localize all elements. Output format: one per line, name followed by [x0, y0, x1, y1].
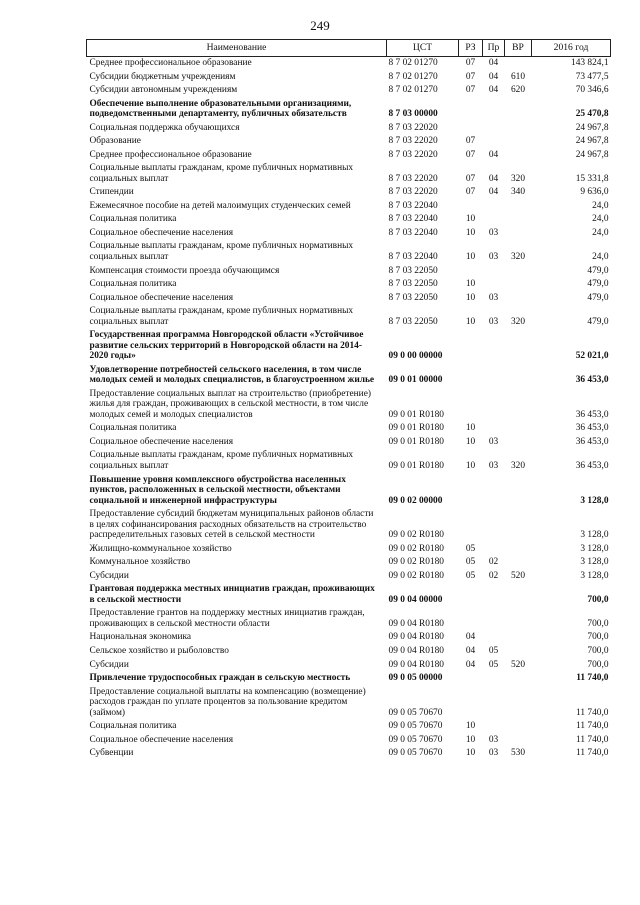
row-vr	[505, 686, 532, 721]
row-cst: 8 7 03 22050	[388, 316, 438, 327]
row-rz	[459, 265, 483, 279]
table-row	[87, 57, 611, 71]
table-row	[87, 583, 611, 607]
table-row	[87, 422, 611, 436]
row-name: Социальные выплаты гражданам, кроме публичных нормативных социальных выплат	[89, 163, 354, 184]
row-amount: 479,0	[587, 316, 609, 327]
row-pr	[483, 200, 505, 214]
row-vr: 620	[510, 85, 526, 96]
row-vr: 340	[510, 187, 526, 198]
row-cst: 8 7 03 22040	[388, 214, 438, 225]
row-rz	[459, 672, 483, 686]
row-cst: 8 7 03 22020	[388, 122, 438, 133]
row-amount: 36 453,0	[575, 461, 609, 471]
row-rz: 05	[465, 557, 476, 568]
row-name: Социальная политика	[89, 214, 177, 225]
row-rz: 10	[465, 316, 476, 327]
table-header	[87, 40, 611, 57]
row-cst: 09 0 01 R0180	[388, 423, 444, 434]
row-cst: 09 0 05 70670	[388, 707, 443, 718]
row-amount: 52 021,0	[575, 351, 609, 362]
row-pr	[483, 98, 505, 122]
row-name: Среднее профессиональное образование	[89, 149, 252, 160]
table-row	[87, 607, 611, 631]
row-pr	[483, 122, 505, 136]
row-rz	[459, 98, 483, 122]
row-rz	[459, 583, 483, 607]
row-vr: 320	[510, 316, 526, 327]
row-vr	[505, 720, 532, 734]
row-pr	[483, 508, 505, 543]
row-cst: 09 0 02 R0180	[388, 530, 444, 541]
table-row	[87, 135, 611, 149]
row-cst: 09 0 01 00000	[388, 375, 443, 386]
row-rz: 10	[465, 436, 476, 447]
row-vr	[505, 607, 532, 631]
row-amount: 11 740,0	[576, 673, 609, 684]
row-pr	[483, 265, 505, 279]
row-cst: 8 7 03 00000	[388, 109, 438, 120]
row-name: Ежемесячное пособие на детей малоимущих студенческих семей	[89, 200, 351, 211]
row-rz: 10	[465, 748, 476, 759]
row-amount: 9 636,0	[580, 187, 609, 198]
row-vr	[505, 508, 532, 543]
table-row	[87, 747, 611, 761]
table-row	[87, 570, 611, 584]
row-pr	[483, 583, 505, 607]
table-row	[87, 84, 611, 98]
table-row	[87, 631, 611, 645]
table-row	[87, 329, 611, 364]
row-pr: 03	[488, 734, 499, 745]
row-vr	[505, 149, 532, 163]
table-row	[87, 364, 611, 388]
row-vr	[505, 583, 532, 607]
row-vr	[505, 278, 532, 292]
table-row	[87, 659, 611, 673]
row-name: Среднее профессиональное образование	[89, 58, 252, 68]
header-vr: ВР	[505, 40, 532, 57]
row-rz: 07	[465, 71, 476, 82]
table-row	[87, 436, 611, 450]
table-row	[87, 265, 611, 279]
row-pr	[483, 422, 505, 436]
row-name: Социальная политика	[89, 279, 177, 290]
row-name: Привлечение трудоспособных граждан в сельскую местность	[89, 673, 351, 684]
row-vr: 320	[510, 173, 526, 184]
row-rz	[459, 122, 483, 136]
row-amount: 70 346,6	[575, 85, 609, 96]
row-rz	[459, 388, 483, 423]
table-row	[87, 734, 611, 748]
row-name: Удовлетворение потребностей сельского населения, в том числе молодых семей и молодых специалистов, в благоустроенном жилье	[89, 364, 375, 386]
row-amount: 11 740,0	[576, 721, 609, 732]
row-amount: 700,0	[587, 659, 609, 670]
row-name: Субсидии автономным учреждениям	[89, 85, 238, 96]
row-vr	[505, 436, 532, 450]
row-cst: 09 0 05 70670	[388, 748, 443, 759]
table-row	[87, 200, 611, 214]
table-row	[87, 122, 611, 136]
row-rz: 10	[465, 251, 476, 262]
row-amount: 36 453,0	[575, 436, 609, 447]
header-cst: ЦСТ	[387, 40, 459, 57]
row-cst: 8 7 03 22020	[388, 149, 438, 160]
row-pr: 03	[488, 227, 499, 238]
row-name: Грантовая поддержка местных инициатив граждан, проживающих в сельской местности	[89, 584, 375, 605]
row-vr	[505, 57, 532, 71]
row-pr	[483, 543, 505, 557]
row-name: Субсидии бюджетным учреждениям	[89, 71, 236, 82]
row-name: Государственная программа Новгородской области «Устойчивое развитие сельских территорий в Новгородской области на 2014-2020 годы»	[89, 330, 364, 362]
row-vr	[505, 556, 532, 570]
table-row	[87, 305, 611, 329]
row-pr: 03	[488, 292, 499, 303]
table-row	[87, 449, 611, 473]
row-vr	[505, 200, 532, 214]
row-amount: 24 967,8	[575, 149, 609, 160]
row-rz: 07	[465, 85, 476, 96]
row-name: Повышение уровня комплексного обустройства населенных пунктов, расположенных в сельской местности, объектами социальной и инженерной инфраструктуры	[89, 474, 346, 506]
row-amount: 24,0	[592, 200, 609, 211]
table-row	[87, 543, 611, 557]
row-name: Социальные выплаты гражданам, кроме публичных нормативных социальных выплат	[89, 306, 354, 327]
row-cst: 09 0 00 00000	[388, 351, 443, 362]
table-body	[87, 57, 611, 761]
row-cst: 8 7 03 22020	[388, 187, 438, 198]
row-pr: 02	[488, 557, 499, 568]
row-cst: 8 7 03 22050	[388, 265, 438, 276]
header-pr: Пр	[483, 40, 505, 57]
row-vr: 530	[510, 748, 526, 759]
table-row	[87, 388, 611, 423]
row-name: Социальная политика	[89, 721, 177, 732]
row-pr	[483, 686, 505, 721]
row-vr	[505, 543, 532, 557]
row-name: Социальные выплаты гражданам, кроме публичных нормативных социальных выплат	[89, 450, 354, 471]
row-amount: 24,0	[592, 251, 609, 262]
row-name: Предоставление субсидий бюджетам муниципальных районов области в целях софинансирования расходных обязательств на строительство распределительных газовых сетей в сельской местности	[89, 509, 374, 541]
row-vr	[505, 265, 532, 279]
row-pr: 03	[488, 461, 499, 471]
row-vr	[505, 135, 532, 149]
row-rz: 04	[465, 659, 476, 670]
table-row	[87, 186, 611, 200]
row-amount: 15 331,8	[575, 173, 609, 184]
row-vr	[505, 645, 532, 659]
row-cst: 8 7 02 01270	[388, 58, 438, 68]
row-vr	[505, 631, 532, 645]
row-rz	[459, 508, 483, 543]
row-amount: 479,0	[587, 292, 609, 303]
row-vr	[505, 672, 532, 686]
page-number: 249	[310, 18, 330, 33]
row-vr: 610	[510, 71, 526, 82]
row-rz: 10	[465, 227, 476, 238]
row-name: Социальное обеспечение населения	[89, 292, 234, 303]
table-row	[87, 240, 611, 264]
row-vr	[505, 213, 532, 227]
table-row	[87, 292, 611, 306]
row-amount: 3 128,0	[580, 543, 609, 554]
row-amount: 700,0	[587, 618, 609, 629]
row-rz: 10	[465, 214, 476, 225]
header-amount: 2016 год	[532, 40, 611, 57]
row-name: Социальное обеспечение населения	[89, 436, 234, 447]
table-row	[87, 162, 611, 186]
row-name: Национальная экономика	[89, 632, 192, 643]
row-amount: 24 967,8	[575, 136, 609, 147]
row-name: Социальные выплаты гражданам, кроме публичных нормативных социальных выплат	[89, 241, 354, 262]
row-cst: 09 0 02 00000	[388, 495, 443, 506]
table-row	[87, 227, 611, 241]
row-cst: 09 0 01 R0180	[388, 409, 444, 420]
row-amount: 700,0	[587, 594, 609, 605]
row-vr	[505, 388, 532, 423]
row-cst: 8 7 03 22020	[388, 173, 438, 184]
table-row	[87, 213, 611, 227]
row-amount: 3 128,0	[580, 557, 609, 568]
row-amount: 700,0	[587, 645, 609, 656]
row-pr: 04	[488, 149, 499, 160]
row-amount: 11 740,0	[576, 734, 609, 745]
row-cst: 09 0 05 70670	[388, 734, 443, 745]
row-pr: 04	[488, 71, 499, 82]
row-pr	[483, 213, 505, 227]
row-rz	[459, 686, 483, 721]
row-rz: 10	[465, 461, 476, 471]
row-cst: 09 0 02 R0180	[388, 543, 444, 554]
row-name: Социальная поддержка обучающихся	[89, 122, 240, 133]
row-pr: 04	[488, 187, 499, 198]
row-rz: 05	[465, 543, 476, 554]
row-pr: 03	[488, 436, 499, 447]
row-rz: 10	[465, 423, 476, 434]
table-row	[87, 98, 611, 122]
row-amount: 36 453,0	[575, 375, 609, 386]
row-vr	[505, 227, 532, 241]
row-vr	[505, 329, 532, 364]
row-amount: 700,0	[587, 632, 609, 643]
row-cst: 09 0 04 R0180	[388, 645, 444, 656]
row-pr	[483, 607, 505, 631]
row-rz: 07	[465, 58, 476, 68]
row-amount: 143 824,1	[571, 58, 609, 68]
table-row	[87, 720, 611, 734]
row-amount: 24,0	[592, 214, 609, 225]
row-cst: 09 0 05 00000	[388, 673, 443, 684]
row-pr: 03	[488, 748, 499, 759]
table-row	[87, 149, 611, 163]
row-cst: 8 7 03 22050	[388, 292, 438, 303]
row-vr	[505, 474, 532, 509]
row-cst: 09 0 04 R0180	[388, 632, 444, 643]
row-rz	[459, 474, 483, 509]
row-pr	[483, 672, 505, 686]
row-amount: 479,0	[587, 279, 609, 290]
row-pr	[483, 388, 505, 423]
row-rz	[459, 364, 483, 388]
row-name: Предоставление грантов на поддержку местных инициатив граждан, проживающих в сельской местности области	[89, 608, 365, 629]
row-pr: 03	[488, 316, 499, 327]
row-name: Предоставление социальной выплаты на компенсацию (возмещение) расходов граждан по уплате процентов за пользование кредитом (займом)	[89, 686, 366, 718]
row-rz: 07	[465, 149, 476, 160]
row-rz: 10	[465, 292, 476, 303]
row-name: Субсидии	[89, 659, 129, 670]
row-rz: 10	[465, 721, 476, 732]
header-row	[87, 40, 611, 57]
row-cst: 09 0 05 70670	[388, 721, 443, 732]
row-cst: 09 0 04 R0180	[388, 618, 444, 629]
table-row	[87, 556, 611, 570]
row-amount: 11 740,0	[576, 748, 609, 759]
row-amount: 11 740,0	[576, 707, 609, 718]
row-cst: 8 7 02 01270	[388, 71, 438, 82]
row-rz: 10	[465, 279, 476, 290]
row-pr	[483, 278, 505, 292]
row-name: Социальное обеспечение населения	[89, 734, 234, 745]
table-row	[87, 71, 611, 85]
row-amount: 36 453,0	[575, 409, 609, 420]
table-row	[87, 645, 611, 659]
row-name: Социальное обеспечение населения	[89, 227, 234, 238]
row-cst: 8 7 03 22020	[388, 136, 438, 147]
row-name: Сельское хозяйство и рыболовство	[89, 645, 229, 656]
row-pr: 03	[488, 251, 499, 262]
row-pr	[483, 329, 505, 364]
row-pr: 04	[488, 85, 499, 96]
row-pr: 04	[488, 173, 499, 184]
row-rz: 07	[465, 173, 476, 184]
row-cst: 09 0 01 R0180	[388, 436, 444, 447]
row-vr	[505, 734, 532, 748]
row-name: Субсидии	[89, 570, 129, 581]
row-amount: 479,0	[587, 265, 609, 276]
row-cst: 8 7 03 22050	[388, 279, 438, 290]
row-pr	[483, 364, 505, 388]
row-pr	[483, 135, 505, 149]
row-cst: 09 0 02 R0180	[388, 570, 444, 581]
table-row	[87, 474, 611, 509]
row-cst: 8 7 03 22040	[388, 200, 438, 211]
row-amount: 73 477,5	[575, 71, 609, 82]
row-name: Стипендии	[89, 187, 134, 198]
row-pr	[483, 720, 505, 734]
row-name: Коммунальное хозяйство	[89, 557, 191, 568]
row-cst: 8 7 03 22040	[388, 251, 438, 262]
row-cst: 09 0 04 R0180	[388, 659, 444, 670]
row-name: Образование	[89, 136, 141, 147]
row-amount: 3 128,0	[580, 495, 609, 506]
row-cst: 8 7 02 01270	[388, 85, 438, 96]
header-rz: РЗ	[459, 40, 483, 57]
table-row	[87, 508, 611, 543]
row-vr: 520	[510, 570, 526, 581]
table-row	[87, 278, 611, 292]
row-vr	[505, 122, 532, 136]
row-amount: 3 128,0	[580, 570, 609, 581]
row-rz: 04	[465, 645, 476, 656]
row-rz: 04	[465, 632, 476, 643]
row-rz: 10	[465, 734, 476, 745]
row-vr	[505, 98, 532, 122]
row-rz	[459, 329, 483, 364]
row-name: Компенсация стоимости проезда обучающимся	[89, 265, 280, 276]
budget-table	[86, 39, 611, 761]
row-pr	[483, 631, 505, 645]
table-row	[87, 672, 611, 686]
row-vr: 520	[510, 659, 526, 670]
row-cst: 09 0 02 R0180	[388, 557, 444, 568]
table-row	[87, 686, 611, 721]
row-rz: 05	[465, 570, 476, 581]
row-amount: 24 967,8	[575, 122, 609, 133]
row-cst: 09 0 01 R0180	[388, 461, 444, 471]
row-vr: 320	[510, 251, 526, 262]
row-cst: 8 7 03 22040	[388, 227, 438, 238]
row-amount: 3 128,0	[580, 530, 609, 541]
row-amount: 24,0	[592, 227, 609, 238]
row-cst: 09 0 04 00000	[388, 594, 443, 605]
row-name: Жилищно-коммунальное хозяйство	[89, 543, 232, 554]
header-name: Наименование	[87, 40, 387, 57]
row-pr	[483, 474, 505, 509]
row-amount: 36 453,0	[575, 423, 609, 434]
row-vr	[505, 364, 532, 388]
row-pr: 02	[488, 570, 499, 581]
row-rz: 07	[465, 136, 476, 147]
row-pr: 05	[488, 645, 499, 656]
row-name: Социальная политика	[89, 423, 177, 434]
row-vr	[505, 422, 532, 436]
row-rz	[459, 200, 483, 214]
row-name: Предоставление социальных выплат на строительство (приобретение) жилья для граждан, проживающих в сельской местности, в том числе молодых семей и молодых специалистов	[89, 388, 371, 420]
row-rz	[459, 607, 483, 631]
row-pr: 04	[488, 58, 499, 68]
row-rz: 07	[465, 187, 476, 198]
row-vr	[505, 292, 532, 306]
row-name: Субвенции	[89, 748, 134, 759]
row-amount: 25 470,8	[575, 109, 609, 120]
row-name: Обеспечение выполнение образовательными организациями, подведомственными департаменту, публичных обязательств	[89, 98, 352, 120]
row-pr: 05	[488, 659, 499, 670]
row-vr: 320	[510, 461, 526, 471]
